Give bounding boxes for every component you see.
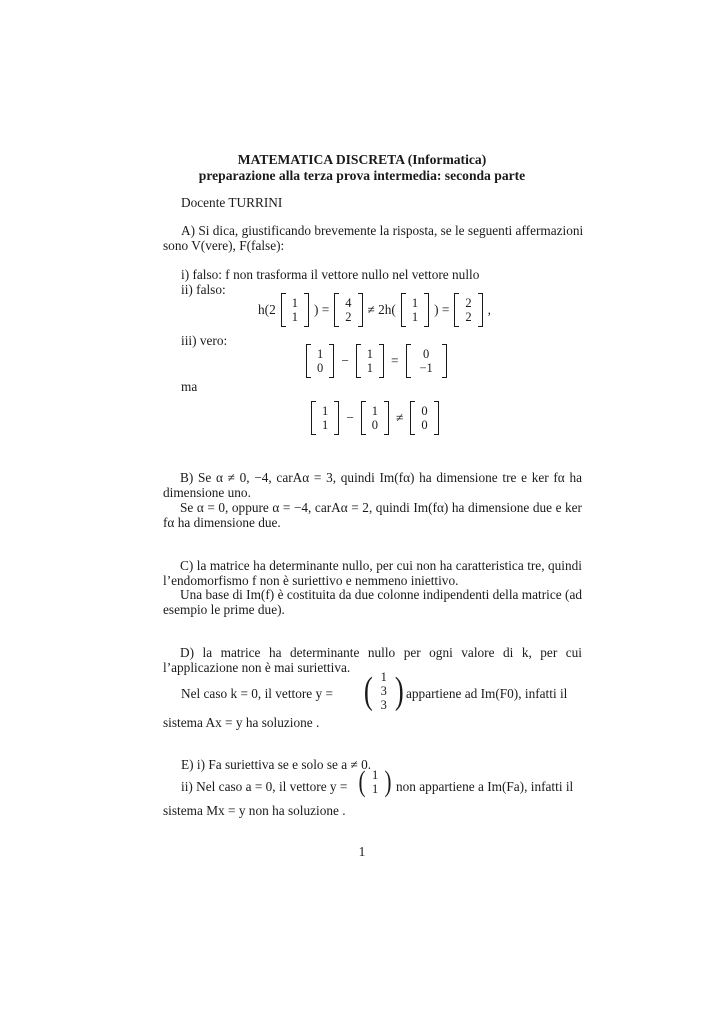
eq-ii-mid-2: ≠ 2h( — [367, 302, 396, 317]
section-d-line-right: appartiene ad Im(F0), infatti il — [406, 686, 568, 701]
section-a-ma: ma — [181, 379, 198, 394]
eq-ii-mid-1: ) = — [313, 302, 330, 317]
eq-iii-op-1: − — [341, 353, 349, 368]
section-e-paragraph-1: E) i) Fa suriettiva se e solo se a ≠ 0. — [181, 757, 372, 772]
section-e-line-right: non appartiene a Im(Fa), infatti il — [396, 779, 574, 794]
section-a-item-iii: iii) vero: — [181, 333, 228, 348]
title-line-2: preparazione alla terza prova intermedia: seconda parte — [198, 168, 526, 183]
eq-ii-vector-3: 1 1 — [401, 293, 429, 327]
eq-ma-op-1: − — [346, 410, 354, 425]
section-c-paragraph-1: C) la matrice ha determinante nullo, per cui non ha caratteristica tre, quindi l’endomorfismo f non è suriettivo e nemmeno iniettivo. — [163, 558, 582, 588]
section-e-line-left: ii) Nel caso a = 0, il vettore y = — [181, 779, 348, 794]
eq-ii-mid-3: ) = — [434, 302, 450, 317]
title-line-1: MATEMATICA DISCRETA (Informatica) — [237, 152, 487, 167]
eq-ii-vector-2: 4 2 — [334, 293, 362, 327]
eq-ii-lhs: h(2 — [258, 302, 276, 317]
page-number: 1 — [358, 844, 366, 859]
section-c-paragraph-2: Una base di Im(f) è costituita da due colonne indipendenti della matrice (ad esempio le prime due). — [163, 587, 582, 617]
eq-ii-tail: , — [487, 302, 491, 317]
eq-ma-vector-3: 0 0 — [410, 401, 438, 435]
eq-ii-vector-1: 1 1 — [281, 293, 309, 327]
section-d-vector: ( 1 3 3 ) — [363, 670, 404, 712]
section-d-paragraph-1: D) la matrice ha determinante nullo per ogni valore di k, per cui l’applicazione non è mai suriettiva. — [163, 645, 582, 675]
section-a-item-ii: ii) falso: — [181, 282, 226, 297]
eq-ii-vector-4: 2 2 — [454, 293, 482, 327]
section-b-paragraph-2: Se α = 0, oppure α = −4, carAα = 2, quindi Im(fα) ha dimensione due e ker fα ha dimensione due. — [163, 500, 582, 530]
eq-iii-vector-2: 1 1 — [356, 344, 384, 378]
section-e-paragraph-3: sistema Mx = y non ha soluzione . — [163, 803, 346, 818]
equation-ii — [258, 293, 491, 327]
eq-ma-op-2: ≠ — [396, 410, 404, 425]
eq-ma-vector-1: 1 1 — [311, 401, 339, 435]
equation-iii — [306, 344, 447, 378]
section-a-intro-1: A) Si dica, giustificando brevemente la risposta, se le seguenti affermazioni — [181, 223, 584, 238]
section-d-line-left: Nel caso k = 0, il vettore y = — [181, 686, 333, 701]
docente: Docente TURRINI — [181, 195, 283, 210]
eq-iii-vector-3: 0 −1 — [406, 344, 447, 378]
section-d-paragraph-3: sistema Ax = y ha soluzione . — [163, 715, 320, 730]
eq-iii-vector-1: 1 0 — [306, 344, 334, 378]
section-a-item-i: i) falso: f non trasforma il vettore nullo nel vettore nullo — [181, 267, 480, 282]
eq-ma-vector-2: 1 0 — [361, 401, 389, 435]
equation-ma — [311, 401, 439, 435]
section-b-paragraph-1: B) Se α ≠ 0, −4, carAα = 3, quindi Im(fα) ha dimensione tre e ker fα ha dimensione uno. — [163, 470, 582, 500]
eq-iii-op-2: = — [391, 353, 399, 368]
section-a-intro-2: sono V(vere), F(false): — [163, 238, 285, 253]
section-e-vector: ( 1 1 ) — [358, 765, 392, 798]
